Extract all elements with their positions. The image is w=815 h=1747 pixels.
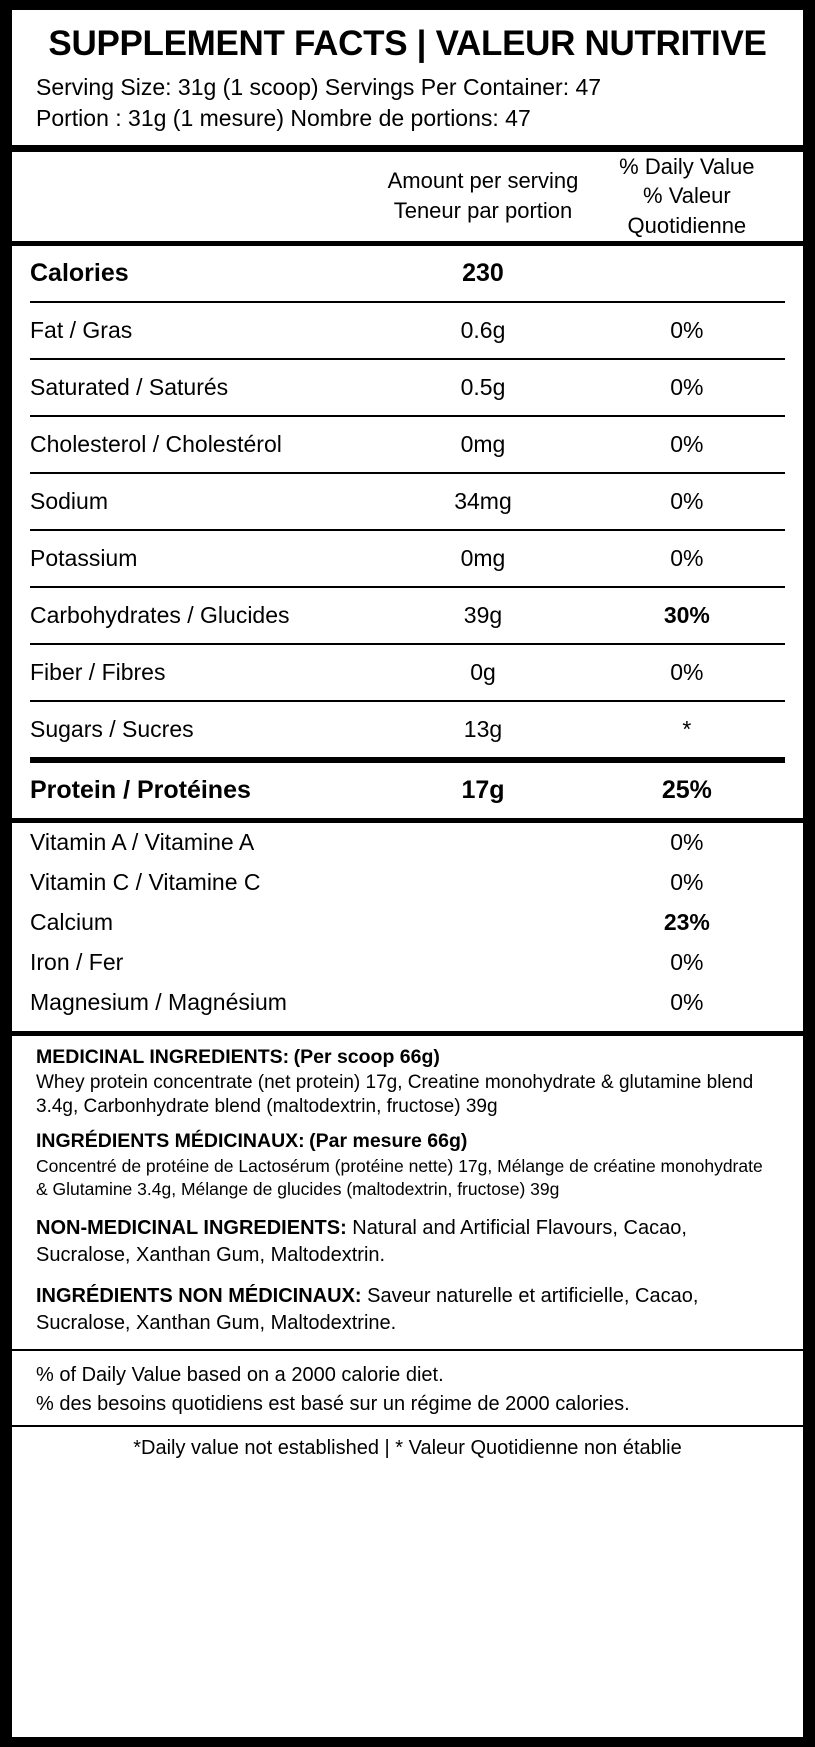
table-row [30, 587, 785, 644]
non-medicinal-head-en: NON-MEDICINAL INGREDIENTS: [36, 1217, 347, 1240]
ingredients-section [12, 1036, 803, 1350]
nutrient-name: Fat / Gras [30, 302, 377, 359]
header-amount [377, 152, 588, 241]
table-row [30, 983, 785, 1023]
header-dv-en: % Daily Value [619, 153, 755, 179]
nutrient-dv: 30% [589, 587, 785, 644]
medicinal-heading-en [36, 1046, 779, 1069]
medicinal-head-fr: INGRÉDIENTS MÉDICINAUX: [36, 1129, 305, 1152]
supplement-facts-panel [10, 8, 805, 1739]
nutrient-amount: 34mg [377, 473, 588, 530]
table-header-row [30, 152, 785, 241]
divider-thick-top [12, 145, 803, 152]
page-title: SUPPLEMENT FACTS | VALEUR NUTRITIVE [48, 24, 767, 63]
nutrients-table [30, 246, 785, 818]
nutrient-amount: 0mg [377, 530, 588, 587]
non-medicinal-head-fr: INGRÉDIENTS NON MÉDICINAUX: [36, 1285, 362, 1308]
nutrition-table [30, 152, 785, 241]
nutrient-name: Potassium [30, 530, 377, 587]
table-row [30, 760, 785, 818]
footer-notes [12, 1351, 803, 1425]
table-row [30, 701, 785, 760]
header-amount-fr: Teneur par portion [393, 198, 573, 224]
table-row [30, 943, 785, 983]
nutrient-name: Calories [30, 258, 129, 287]
vitamin-name: Vitamin C / Vitamine C [30, 869, 261, 896]
vitamin-amount [377, 943, 588, 983]
nutrient-amount: 230 [462, 258, 504, 287]
medicinal-head-en-sub: (Per scoop 66g) [293, 1045, 440, 1068]
vitamin-dv: 23% [663, 909, 710, 936]
nutrient-dv: 0% [589, 644, 785, 701]
nutrient-name: Fiber / Fibres [30, 644, 377, 701]
header-daily-value [589, 152, 785, 241]
nutrition-table-wrap [12, 152, 803, 241]
nutrients-wrap [12, 246, 803, 818]
header-amount-en: Amount per serving [387, 168, 579, 194]
daily-value-note [30, 1351, 785, 1425]
nutrient-amount: 0g [377, 644, 588, 701]
nutrient-dv [589, 246, 785, 302]
nutrient-dv: 0% [589, 416, 785, 473]
medicinal-body-en: Whey protein concentrate (net protein) 17g, Creatine monohydrate & glutamine blend 3.4g, Carbonhydrate blend (maltodextrin, fructose) 39g [36, 1071, 754, 1118]
vitamins-wrap [12, 823, 803, 1031]
nutrient-name: Sugars / Sucres [30, 701, 377, 760]
nutrient-name: Sodium [30, 473, 377, 530]
nutrient-dv: 0% [589, 302, 785, 359]
star-note-wrap [12, 1427, 803, 1470]
medicinal-head-fr-sub: (Par mesure 66g) [309, 1129, 468, 1152]
vitamin-dv: 0% [670, 829, 704, 856]
nutrient-dv: * [589, 701, 785, 760]
non-medicinal-body-fr: Saveur naturelle et artificielle, Cacao, Sucralose, Xanthan Gum, Maltodextrine. [36, 1285, 699, 1335]
table-row [30, 246, 785, 302]
nutrient-name: Cholesterol / Cholestérol [30, 416, 377, 473]
nutrient-amount: 0mg [377, 416, 588, 473]
header-dv-fr: % Valeur Quotidienne [627, 183, 747, 238]
medicinal-heading-fr [36, 1130, 779, 1153]
table-row [30, 823, 785, 863]
nutrient-amount: 39g [377, 587, 588, 644]
table-row [30, 416, 785, 473]
vitamin-amount [377, 823, 588, 863]
table-row [30, 473, 785, 530]
vitamin-dv: 0% [670, 869, 704, 896]
header-blank [30, 152, 377, 241]
table-row [30, 644, 785, 701]
non-medicinal-en [36, 1215, 779, 1269]
nutrient-name: Carbohydrates / Glucides [30, 587, 377, 644]
vitamin-name: Calcium [30, 909, 114, 936]
serving-size-fr: Portion : 31g (1 mesure) Nombre de portions: 47 [36, 105, 531, 132]
serving-size-en: Serving Size: 31g (1 scoop) Servings Per Container: 47 [36, 74, 602, 100]
nutrient-name: Protein / Protéines [30, 760, 377, 818]
vitamin-dv: 0% [670, 949, 704, 976]
vitamin-name: Magnesium / Magnésium [30, 989, 287, 1016]
medicinal-body-fr: Concentré de protéine de Lactosérum (protéine nette) 17g, Mélange de créatine monohydrate & Glutamine 3.4g, Mélange de glucides (maltodextrin, fructose) 39g [36, 1155, 763, 1200]
nutrient-amount: 17g [377, 760, 588, 818]
vitamin-amount [377, 863, 588, 903]
table-row [30, 863, 785, 903]
dv-note-fr: % des besoins quotidiens est basé sur un régime de 2000 calories. [36, 1393, 630, 1416]
vitamin-amount [377, 903, 588, 943]
nutrient-amount: 13g [377, 701, 588, 760]
nutrient-dv: 0% [589, 359, 785, 416]
nutrient-dv: 25% [589, 760, 785, 818]
nutrient-amount: 0.6g [377, 302, 588, 359]
medicinal-ingredients [30, 1036, 785, 1350]
vitamin-amount [377, 983, 588, 1023]
non-medicinal-fr [36, 1283, 779, 1337]
nutrient-dv: 0% [589, 530, 785, 587]
label-header [12, 24, 803, 135]
nutrient-amount: 0.5g [377, 359, 588, 416]
vitamin-name: Iron / Fer [30, 949, 124, 976]
table-row [30, 302, 785, 359]
nutrient-dv: 0% [589, 473, 785, 530]
table-row [30, 359, 785, 416]
star-note: *Daily value not established | * Valeur Quotidienne non établie [133, 1437, 682, 1460]
dv-note-en: % of Daily Value based on a 2000 calorie diet. [36, 1364, 444, 1387]
table-row [30, 903, 785, 943]
nutrient-name: Saturated / Saturés [30, 359, 377, 416]
non-medicinal-body-en: Natural and Artificial Flavours, Cacao, Sucralose, Xanthan Gum, Maltodextrin. [36, 1217, 687, 1267]
vitamin-dv: 0% [670, 989, 704, 1016]
vitamins-table [30, 823, 785, 1023]
table-row [30, 530, 785, 587]
vitamin-name: Vitamin A / Vitamine A [30, 829, 255, 856]
medicinal-head-en: MEDICINAL INGREDIENTS: [36, 1045, 290, 1068]
